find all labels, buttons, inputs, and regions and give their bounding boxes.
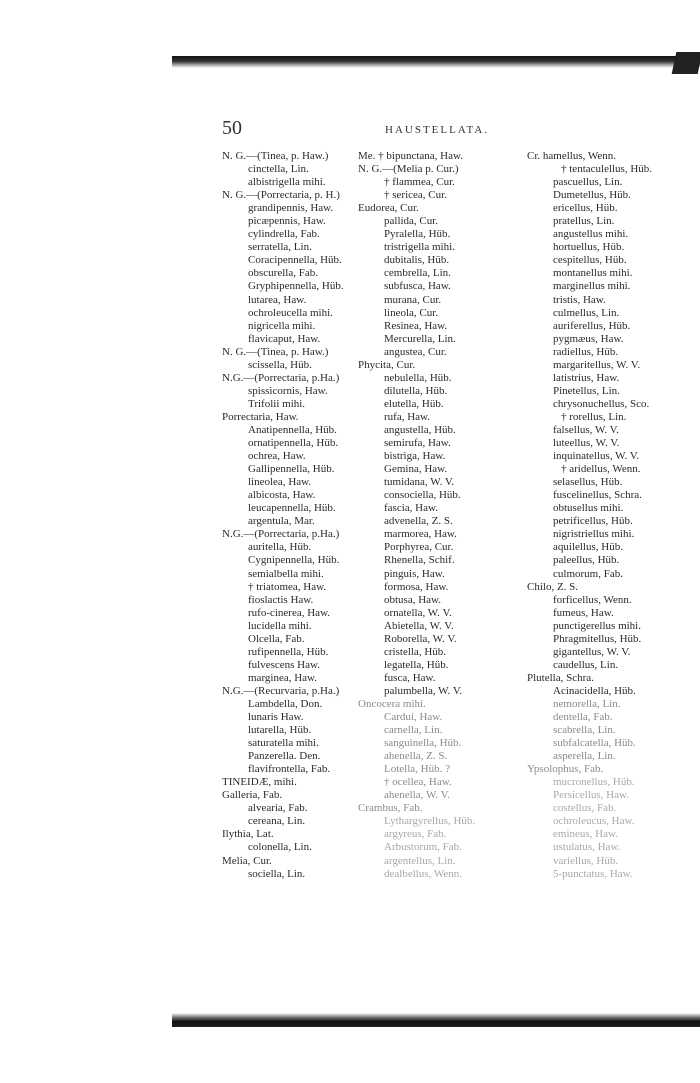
species-entry: Acinacidella, Hüb. <box>553 684 636 697</box>
species-entry: marginea, Haw. <box>248 671 318 684</box>
species-entry: formosa, Haw. <box>384 580 449 593</box>
species-entry: semirufa, Haw. <box>384 437 451 450</box>
species-entry: selasellus, Hüb. <box>553 476 623 489</box>
species-entry: montanellus mihi. <box>553 267 633 280</box>
species-entry: pinguis, Haw. <box>384 567 445 580</box>
species-entry: cespitellus, Hüb. <box>553 254 627 267</box>
species-entry: nigristriellus mihi. <box>553 528 635 541</box>
species-entry: hortuellus, Hüb. <box>553 241 625 254</box>
species-entry: angustellus mihi. <box>553 228 629 241</box>
species-entry: nebulella, Hüb. <box>384 371 452 384</box>
scan-edge-top <box>172 56 700 68</box>
species-entry: † ocellea, Haw. <box>384 776 452 789</box>
page-number: 50 <box>222 117 242 139</box>
species-entry: elutella, Hüb. <box>384 397 444 410</box>
species-entry: auriferellus, Hüb. <box>553 319 631 332</box>
species-entry: † flammea, Cur. <box>384 176 455 189</box>
species-entry: auritella, Hüb. <box>248 541 312 554</box>
genus-heading: N. G.—(Tinea, p. Haw.) <box>222 345 329 358</box>
species-entry: semialbella mihi. <box>248 567 324 580</box>
genus-heading: N.G.—(Porrectaria, p.Ha.) <box>222 371 340 384</box>
species-entry: fuscelinellus, Schra. <box>553 489 642 502</box>
species-entry: ornatella, W. V. <box>384 606 452 619</box>
species-entry: marginellus mihi. <box>553 280 631 293</box>
species-entry: † aridellus, Wenn. <box>561 463 641 476</box>
species-entry: tristis, Haw. <box>553 293 606 306</box>
species-entry: angustella, Hüb. <box>384 423 456 436</box>
species-entry: flavicaput, Haw. <box>248 332 321 345</box>
column-left <box>222 150 344 881</box>
genus-heading: Ilythia, Lat. <box>222 828 274 841</box>
genus-heading: Chilo, Z. S. <box>527 580 579 593</box>
species-entry: margaritellus, W. V. <box>553 358 641 371</box>
species-entry: chrysonuchellus, Sco. <box>553 397 650 410</box>
species-entry: Abietella, W. V. <box>384 619 454 632</box>
species-entry: luteellus, W. V. <box>553 437 620 450</box>
species-entry: Pinetellus, Lin. <box>553 384 620 397</box>
species-entry: marmorea, Haw. <box>384 528 457 541</box>
species-entry: Pyralella, Hüb. <box>384 228 451 241</box>
species-entry: angustea, Cur. <box>384 345 447 358</box>
species-entry: Lythargyrellus, Hüb. <box>384 815 476 828</box>
species-entry: rufa, Haw. <box>384 410 431 423</box>
species-entry: aquilellus, Hüb. <box>553 541 623 554</box>
species-entry: punctigerellus mihi. <box>553 619 641 632</box>
species-entry: forficellus, Wenn. <box>553 593 632 606</box>
genus-heading: N. G.—(Tinea, p. Haw.) <box>222 150 329 162</box>
species-entry: ahenella, W. V. <box>384 789 450 802</box>
species-entry: argentula, Mar. <box>248 515 315 528</box>
genus-heading: Plutella, Schra. <box>527 671 594 684</box>
species-entry: lutarella, Hüb. <box>248 724 312 737</box>
species-entry: † tentaculellus, Hüb. <box>561 163 653 176</box>
genus-heading: TINEIDÆ, mihi. <box>222 776 297 789</box>
species-entry: Rhenella, Schif. <box>384 554 455 567</box>
species-entry: nemorella, Lin. <box>553 697 621 710</box>
species-entry: Gemina, Haw. <box>384 463 448 476</box>
species-entry: palumbella, W. V. <box>384 684 463 697</box>
species-entry: subfalcatella, Hüb. <box>553 737 636 750</box>
species-entry: dilutella, Hüb. <box>384 384 448 397</box>
species-entry: lunaris Haw. <box>248 711 304 724</box>
species-entry: dubitalis, Hüb. <box>384 254 450 267</box>
genus-heading: N. G.—(Porrectaria, p. H.) <box>222 189 340 202</box>
species-entry: fascia, Haw. <box>384 502 438 515</box>
species-entry: cylindrella, Fab. <box>248 228 320 241</box>
species-entry: spissicornis, Haw. <box>248 384 328 397</box>
species-entry: carnella, Lin. <box>384 724 443 737</box>
species-entry: pygmæus, Haw. <box>553 332 624 345</box>
species-entry: latistrius, Haw. <box>553 371 620 384</box>
species-entry: paleellus, Hüb. <box>553 554 620 567</box>
genus-heading: Ypsolophus, Fab. <box>527 763 604 776</box>
species-entry: Cygnipennella, Hüb. <box>248 554 340 567</box>
species-entry: ochroleucella mihi. <box>248 306 333 319</box>
species-entry: mucronellus, Hüb. <box>553 776 635 789</box>
species-entry: fusca, Haw. <box>384 671 436 684</box>
species-entry: advenella, Z. S. <box>384 515 453 528</box>
species-entry: culmorum, Fab. <box>553 567 623 580</box>
species-entry: Gallipennella, Hüb. <box>248 463 335 476</box>
species-entry: ochrea, Haw. <box>248 450 306 463</box>
species-entry: Arbustorum, Fab. <box>384 841 462 854</box>
species-entry: consociella, Hüb. <box>384 489 461 502</box>
species-entry: albicosta, Haw. <box>248 489 316 502</box>
species-entry: Coracipennella, Hüb. <box>248 254 342 267</box>
species-entry: tumidana, W. V. <box>384 476 455 489</box>
species-entry: flavifrontella, Fab. <box>248 763 331 776</box>
species-entry: sociella, Lin. <box>248 867 306 880</box>
genus-heading: Crambus, Fab. <box>358 802 423 815</box>
species-entry: gigantellus, W. V. <box>553 645 631 658</box>
species-entry: fulvescens Haw. <box>248 658 320 671</box>
genus-heading: Oncocera mihi. <box>358 697 426 710</box>
species-entry: asperella, Lin. <box>553 750 616 763</box>
species-entry: fumeus, Haw. <box>553 606 614 619</box>
species-entry: subfusca, Haw. <box>384 280 451 293</box>
species-entry: petrificellus, Hüb. <box>553 515 633 528</box>
species-entry: bistriga, Haw. <box>384 450 446 463</box>
species-entry: Dumetellus, Hüb. <box>553 189 631 202</box>
species-entry: scissella, Hüb. <box>248 358 312 371</box>
species-entry: Lambdella, Don. <box>248 697 323 710</box>
species-entry: Gryphipennella, Hüb. <box>248 280 344 293</box>
species-entry: † triatomea, Haw. <box>248 580 327 593</box>
species-entry: sanguinella, Hüb. <box>384 737 462 750</box>
species-entry: leucapennella, Hüb. <box>248 502 336 515</box>
species-entry: culmellus, Lin. <box>553 306 620 319</box>
species-entry: picæpennis, Haw. <box>248 215 326 228</box>
species-entry: obtusellus mihi. <box>553 502 624 515</box>
species-entry: ustulatus, Haw. <box>553 841 621 854</box>
species-entry: alvearia, Fab. <box>248 802 308 815</box>
species-entry: pratellus, Lin. <box>553 215 615 228</box>
species-entry: scabrella, Lin. <box>553 724 616 737</box>
species-entry: fioslactis Haw. <box>248 593 314 606</box>
species-entry: † rorellus, Lin. <box>561 410 627 423</box>
species-entry: inquinatellus, W. V. <box>553 450 640 463</box>
species-entry: dentella, Fab. <box>553 711 613 724</box>
species-entry: Carduí, Haw. <box>384 711 443 724</box>
genus-heading: Melia, Cur. <box>222 854 272 867</box>
column-middle <box>358 150 475 881</box>
species-entry: costellus, Fab. <box>553 802 617 815</box>
genus-heading: Galleria, Fab. <box>222 789 283 802</box>
species-entry: cinctella, Lin. <box>248 163 309 176</box>
species-entry: lutarea, Haw. <box>248 293 307 306</box>
genus-heading: Eudorea, Cur. <box>358 202 419 215</box>
species-entry: argyreus, Fab. <box>384 828 447 841</box>
species-entry: argentellus, Lin. <box>384 854 456 867</box>
species-entry: Roborella, W. V. <box>384 632 457 645</box>
species-entry: 5-punctatus, Haw. <box>553 867 633 880</box>
genus-heading: Phycita, Cur. <box>358 358 416 371</box>
species-entry: radiellus, Hüb. <box>553 345 619 358</box>
species-entry: ericellus, Hüb. <box>553 202 618 215</box>
genus-heading: Cr. hamellus, Wenn. <box>527 150 617 162</box>
genus-heading: N.G.—(Porrectaria, p.Ha.) <box>222 528 340 541</box>
species-entry: ornatipennella, Hüb. <box>248 437 339 450</box>
species-entry: Trifolii mihi. <box>248 397 306 410</box>
genus-heading: Porrectaria, Haw. <box>222 410 299 423</box>
species-entry: Porphyrea, Cur. <box>384 541 454 554</box>
species-entry: Panzerella. Den. <box>248 750 321 763</box>
species-entry: Mercurella, Lin. <box>384 332 456 345</box>
species-entry: murana, Cur. <box>384 293 442 306</box>
species-entry: lucidella mihi. <box>248 619 312 632</box>
scan-edge-bottom <box>172 1013 700 1027</box>
species-entry: variellus, Hüb. <box>553 854 619 867</box>
species-entry: † sericea, Cur. <box>384 189 447 202</box>
species-entry: tristrigella mihi. <box>384 241 455 254</box>
genus-heading: N.G.—(Recurvaria, p.Ha.) <box>222 684 340 697</box>
species-entry: obtusa, Haw. <box>384 593 442 606</box>
species-entry: saturatella mihi. <box>248 737 319 750</box>
species-entry: Resinea, Haw. <box>384 319 448 332</box>
running-head: HAUSTELLATA. <box>385 124 490 136</box>
species-entry: ochroleucus, Haw. <box>553 815 635 828</box>
column-right <box>527 150 652 881</box>
species-entry: Phragmitellus, Hüb. <box>553 632 642 645</box>
species-entry: Anatipennella, Hüb. <box>248 423 337 436</box>
species-entry: rufipennella, Hüb. <box>248 645 329 658</box>
species-entry: lineolea, Haw. <box>248 476 312 489</box>
species-entry: lineola, Cur. <box>384 306 439 319</box>
species-entry: pallida, Cur. <box>384 215 439 228</box>
species-entry: dealbellus, Wenn. <box>384 867 463 880</box>
species-entry: legatella, Hüb. <box>384 658 449 671</box>
species-entry: cereana, Lin. <box>248 815 306 828</box>
species-entry: falsellus, W. V. <box>553 423 619 436</box>
species-entry: colonella, Lin. <box>248 841 312 854</box>
species-entry: Lotella, Hüb. ? <box>384 763 450 776</box>
genus-heading: Me. † bipunctana, Haw. <box>358 150 463 162</box>
species-entry: serratella, Lin. <box>248 241 312 254</box>
species-entry: nigricella mihi. <box>248 319 316 332</box>
species-entry: Persicellus, Haw. <box>553 789 629 802</box>
species-entry: ahenella, Z. S. <box>384 750 448 763</box>
species-entry: emineus, Haw. <box>553 828 618 841</box>
species-entry: obscurella, Fab. <box>248 267 318 280</box>
species-entry: pascuellus, Lin. <box>553 176 623 189</box>
species-entry: albistrigella mihi. <box>248 176 326 189</box>
species-entry: cembrella, Lin. <box>384 267 451 280</box>
genus-heading: N. G.—(Melia p. Cur.) <box>358 163 459 176</box>
species-entry: caudellus, Lin. <box>553 658 619 671</box>
species-entry: Olcella, Fab. <box>248 632 305 645</box>
species-entry: grandipennis, Haw. <box>248 202 334 215</box>
species-entry: rufo-cinerea, Haw. <box>248 606 331 619</box>
species-entry: cristella, Hüb. <box>384 645 447 658</box>
